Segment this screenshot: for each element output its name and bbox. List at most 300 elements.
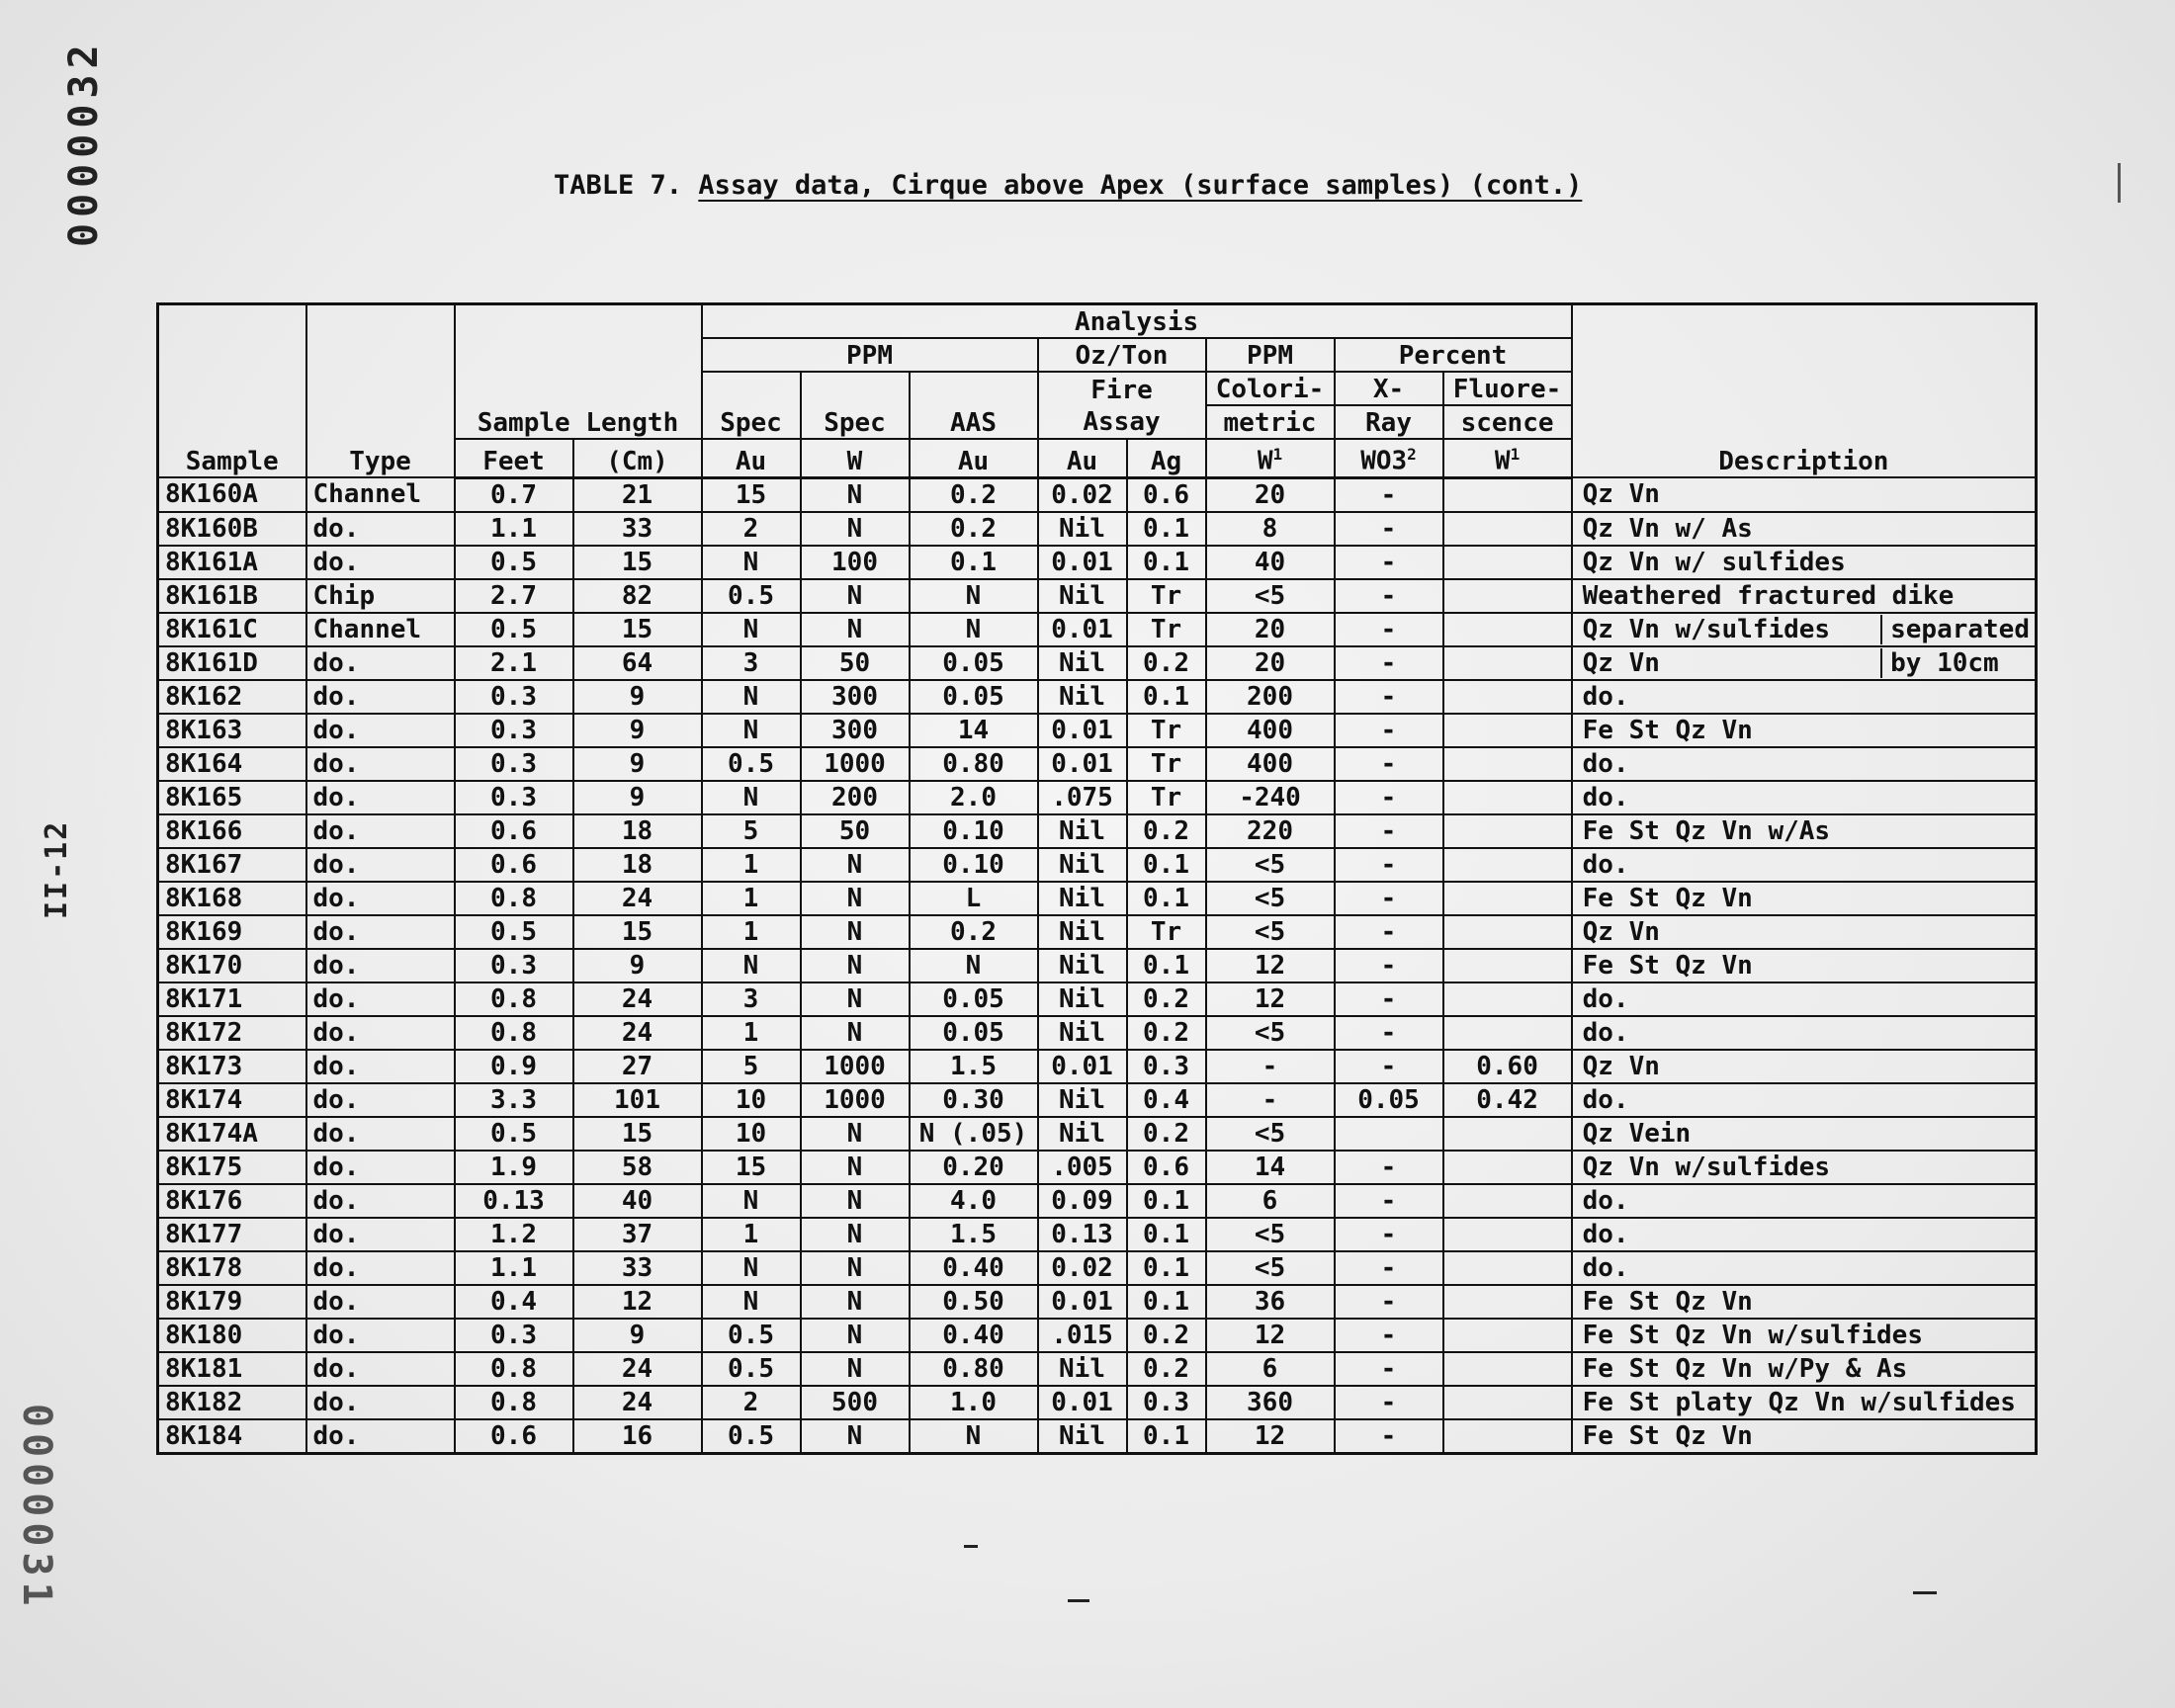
cell-aas-au: 0.10 [910, 814, 1038, 848]
description-text: Qz Vn [1582, 647, 1660, 678]
cell-aas-au: N [910, 579, 1038, 613]
cell-spec-au: 0.5 [702, 747, 801, 781]
header-fluor-2: scence [1443, 405, 1572, 439]
cell-aas-au: 0.05 [910, 646, 1038, 680]
scan-mark [1068, 1599, 1089, 1602]
cell-sample: 8K182 [158, 1386, 306, 1419]
cell-colori: <5 [1206, 579, 1335, 613]
cell-colori: 12 [1206, 1319, 1335, 1352]
cell-colori: <5 [1206, 1218, 1335, 1251]
cell-xray: - [1335, 1285, 1443, 1319]
cell-fa-au: Nil [1038, 882, 1127, 915]
cell-type: do. [306, 512, 455, 546]
cell-feet: 0.5 [455, 546, 573, 579]
cell-spec-w: 50 [801, 814, 910, 848]
header-colorimetric-w [1206, 439, 1335, 477]
cell-type: do. [306, 882, 455, 915]
cell-cm: 24 [573, 1352, 702, 1386]
cell-spec-w: N [801, 579, 910, 613]
cell-spec-w: N [801, 1016, 910, 1050]
description-text: do. [1582, 1017, 1629, 1048]
cell-spec-au: 10 [702, 1083, 801, 1117]
cell-fluor [1443, 1319, 1572, 1352]
cell-feet: 0.8 [455, 882, 573, 915]
header-oz-ton: Oz/Ton [1038, 338, 1206, 372]
cell-sample: 8K175 [158, 1151, 306, 1184]
header-xray-2: Ray [1335, 405, 1443, 439]
cell-type: do. [306, 1050, 455, 1083]
cell-colori: 12 [1206, 949, 1335, 982]
cell-feet: 0.9 [455, 1050, 573, 1083]
cell-description [1572, 1251, 2037, 1285]
cell-fa-ag: 0.4 [1127, 1083, 1206, 1117]
cell-fluor [1443, 1419, 1572, 1454]
cell-aas-au: 0.1 [910, 546, 1038, 579]
cell-feet: 0.8 [455, 982, 573, 1016]
cell-cm: 27 [573, 1050, 702, 1083]
cell-fa-ag: 0.3 [1127, 1386, 1206, 1419]
cell-fa-au: Nil [1038, 579, 1127, 613]
cell-fluor [1443, 1184, 1572, 1218]
cell-xray: - [1335, 1050, 1443, 1083]
cell-description [1572, 477, 2037, 512]
cell-colori: 8 [1206, 512, 1335, 546]
cell-fluor [1443, 714, 1572, 747]
cell-fluor [1443, 613, 1572, 646]
header-fire-ag: Ag [1127, 439, 1206, 477]
cell-colori: 200 [1206, 680, 1335, 714]
table-row [158, 1151, 2037, 1184]
cell-fa-ag: 0.3 [1127, 1050, 1206, 1083]
header-aas-au: Au [910, 439, 1038, 477]
cell-spec-au: 1 [702, 882, 801, 915]
cell-type: do. [306, 1117, 455, 1151]
cell-aas-au: 0.2 [910, 512, 1038, 546]
cell-description [1572, 1117, 2037, 1151]
cell-colori: -240 [1206, 781, 1335, 814]
cell-feet: 0.5 [455, 613, 573, 646]
description-text: Fe St Qz Vn [1582, 1286, 1753, 1317]
cell-spec-w: N [801, 848, 910, 882]
description-text: do. [1582, 1219, 1629, 1249]
cell-sample: 8K174A [158, 1117, 306, 1151]
cell-spec-au: 5 [702, 814, 801, 848]
table-row [158, 1352, 2037, 1386]
cell-xray: - [1335, 512, 1443, 546]
cell-fluor [1443, 1251, 1572, 1285]
cell-xray: - [1335, 613, 1443, 646]
header-xray-wo3 [1335, 439, 1443, 477]
cell-spec-au: 0.5 [702, 1419, 801, 1454]
description-text: do. [1582, 782, 1629, 812]
cell-colori: - [1206, 1083, 1335, 1117]
cell-spec-w: N [801, 1251, 910, 1285]
header-cm: (Cm) [573, 439, 702, 477]
cell-fa-au: 0.13 [1038, 1218, 1127, 1251]
cell-cm: 18 [573, 848, 702, 882]
cell-aas-au: 0.2 [910, 915, 1038, 949]
cell-cm: 9 [573, 949, 702, 982]
cell-sample: 8K162 [158, 680, 306, 714]
cell-spec-w: N [801, 613, 910, 646]
cell-spec-w: 1000 [801, 1083, 910, 1117]
cell-sample: 8K172 [158, 1016, 306, 1050]
cell-xray: - [1335, 915, 1443, 949]
header-spec-au-top: Spec [702, 372, 801, 439]
cell-aas-au: 0.80 [910, 1352, 1038, 1386]
cell-spec-w: 1000 [801, 747, 910, 781]
cell-aas-au: 0.2 [910, 477, 1038, 512]
table-row [158, 680, 2037, 714]
cell-cm: 37 [573, 1218, 702, 1251]
cell-sample: 8K169 [158, 915, 306, 949]
cell-cm: 58 [573, 1151, 702, 1184]
cell-xray: - [1335, 680, 1443, 714]
cell-description [1572, 882, 2037, 915]
cell-spec-au: N [702, 714, 801, 747]
table-row [158, 982, 2037, 1016]
cell-sample: 8K174 [158, 1083, 306, 1117]
description-text: do. [1582, 983, 1629, 1014]
cell-type: do. [306, 1386, 455, 1419]
header-colorimetric-2: metric [1206, 405, 1335, 439]
header-ppm-colorimetric: PPM [1206, 338, 1335, 372]
table-row [158, 1285, 2037, 1319]
cell-xray: - [1335, 949, 1443, 982]
cell-description [1572, 915, 2037, 949]
table-row [158, 1117, 2037, 1151]
cell-fa-au: 0.01 [1038, 1386, 1127, 1419]
cell-sample: 8K166 [158, 814, 306, 848]
cell-spec-w: 1000 [801, 1050, 910, 1083]
table-row [158, 579, 2037, 613]
description-text: Fe St Qz Vn w/Py & As [1582, 1353, 1908, 1384]
cell-fluor [1443, 646, 1572, 680]
cell-colori: <5 [1206, 882, 1335, 915]
cell-feet: 2.1 [455, 646, 573, 680]
description-text: do. [1582, 681, 1629, 712]
header-fire-assay: Fire Assay [1038, 372, 1206, 439]
cell-cm: 15 [573, 613, 702, 646]
header-colorimetric-w-text: W [1257, 446, 1273, 476]
cell-feet: 0.7 [455, 477, 573, 512]
cell-fluor: 0.42 [1443, 1083, 1572, 1117]
cell-spec-au: N [702, 680, 801, 714]
cell-feet: 0.8 [455, 1016, 573, 1050]
cell-cm: 15 [573, 546, 702, 579]
cell-fa-au: Nil [1038, 1083, 1127, 1117]
cell-colori: 360 [1206, 1386, 1335, 1419]
cell-fa-ag: 0.2 [1127, 1016, 1206, 1050]
cell-description [1572, 949, 2037, 982]
cell-spec-au: 2 [702, 1386, 801, 1419]
cell-description [1572, 1285, 2037, 1319]
header-spec-w-top: Spec [801, 372, 910, 439]
cell-feet: 0.8 [455, 1386, 573, 1419]
cell-type: do. [306, 1184, 455, 1218]
cell-sample: 8K161D [158, 646, 306, 680]
cell-colori: <5 [1206, 1117, 1335, 1151]
cell-fa-ag: 0.6 [1127, 1151, 1206, 1184]
header-percent: Percent [1335, 338, 1572, 372]
cell-fa-ag: 0.1 [1127, 1218, 1206, 1251]
cell-colori: 12 [1206, 1419, 1335, 1454]
cell-feet: 1.1 [455, 512, 573, 546]
table-body [158, 477, 2037, 1453]
header-sample: Sample [158, 304, 306, 478]
cell-colori: 20 [1206, 646, 1335, 680]
footnote-marker: 2 [1407, 445, 1417, 464]
table-row [158, 1319, 2037, 1352]
cell-sample: 8K161A [158, 546, 306, 579]
cell-type: Channel [306, 613, 455, 646]
cell-aas-au: 14 [910, 714, 1038, 747]
table-row [158, 882, 2037, 915]
cell-feet: 2.7 [455, 579, 573, 613]
cell-colori: 12 [1206, 982, 1335, 1016]
cell-fa-ag: 0.2 [1127, 814, 1206, 848]
cell-fa-au: 0.01 [1038, 546, 1127, 579]
cell-aas-au: 1.0 [910, 1386, 1038, 1419]
table-row [158, 915, 2037, 949]
cell-xray: - [1335, 781, 1443, 814]
cell-fluor [1443, 1285, 1572, 1319]
header-feet: Feet [455, 439, 573, 477]
cell-spec-w: N [801, 1352, 910, 1386]
cell-type: do. [306, 949, 455, 982]
cell-spec-w: 300 [801, 714, 910, 747]
cell-description [1572, 814, 2037, 848]
cell-feet: 0.6 [455, 1419, 573, 1454]
header-analysis: Analysis [702, 304, 1572, 339]
cell-cm: 24 [573, 882, 702, 915]
cell-feet: 3.3 [455, 1083, 573, 1117]
cell-cm: 9 [573, 714, 702, 747]
description-text: do. [1582, 1084, 1629, 1115]
cell-aas-au: 2.0 [910, 781, 1038, 814]
cell-description [1572, 714, 2037, 747]
cell-cm: 9 [573, 680, 702, 714]
cell-feet: 0.3 [455, 781, 573, 814]
cell-colori: 20 [1206, 477, 1335, 512]
cell-fa-ag: 0.1 [1127, 882, 1206, 915]
cell-colori: 6 [1206, 1184, 1335, 1218]
description-text: Fe St platy Qz Vn w/sulfides [1582, 1387, 2016, 1417]
cell-aas-au: 0.20 [910, 1151, 1038, 1184]
cell-aas-au: 1.5 [910, 1050, 1038, 1083]
cell-feet: 0.8 [455, 1352, 573, 1386]
cell-spec-w: N [801, 1184, 910, 1218]
document-number-faint: 0000031 [14, 1404, 59, 1612]
cell-xray: - [1335, 1184, 1443, 1218]
cell-fa-ag: 0.2 [1127, 1319, 1206, 1352]
cell-fluor [1443, 1218, 1572, 1251]
cell-feet: 0.3 [455, 680, 573, 714]
cell-sample: 8K184 [158, 1419, 306, 1454]
description-text: Fe St Qz Vn w/As [1582, 815, 1831, 846]
cell-fa-au: 0.01 [1038, 747, 1127, 781]
cell-aas-au: 0.05 [910, 982, 1038, 1016]
table-row [158, 1083, 2037, 1117]
cell-sample: 8K181 [158, 1352, 306, 1386]
cell-spec-w: N [801, 982, 910, 1016]
cell-fa-ag: 0.1 [1127, 848, 1206, 882]
cell-description [1572, 1319, 2037, 1352]
cell-cm: 9 [573, 1319, 702, 1352]
header-fluor-w [1443, 439, 1572, 477]
table-row [158, 747, 2037, 781]
cell-fluor [1443, 1352, 1572, 1386]
cell-fluor [1443, 579, 1572, 613]
cell-fa-ag: 0.2 [1127, 1117, 1206, 1151]
cell-sample: 8K180 [158, 1319, 306, 1352]
cell-type: do. [306, 1151, 455, 1184]
cell-cm: 64 [573, 646, 702, 680]
cell-xray: - [1335, 1352, 1443, 1386]
cell-description [1572, 579, 2037, 613]
cell-fa-au: Nil [1038, 1016, 1127, 1050]
cell-spec-w: N [801, 949, 910, 982]
cell-feet: 0.3 [455, 714, 573, 747]
cell-feet: 0.13 [455, 1184, 573, 1218]
header-description: Description [1572, 304, 2037, 478]
cell-fa-ag: Tr [1127, 579, 1206, 613]
cell-xray: - [1335, 1319, 1443, 1352]
cell-description [1572, 848, 2037, 882]
cell-fluor [1443, 680, 1572, 714]
cell-aas-au: 0.50 [910, 1285, 1038, 1319]
cell-description [1572, 982, 2037, 1016]
header-xray-wo3-text: WO3 [1360, 446, 1408, 476]
cell-sample: 8K167 [158, 848, 306, 882]
cell-sample: 8K164 [158, 747, 306, 781]
cell-feet: 0.3 [455, 1319, 573, 1352]
cell-aas-au: 0.30 [910, 1083, 1038, 1117]
header-spec-w: W [801, 439, 910, 477]
cell-xray: - [1335, 579, 1443, 613]
cell-aas-au: 0.40 [910, 1319, 1038, 1352]
cell-fluor [1443, 949, 1572, 982]
cell-spec-w: N [801, 1151, 910, 1184]
cell-feet: 0.6 [455, 814, 573, 848]
cell-spec-au: 15 [702, 477, 801, 512]
cell-fa-au: Nil [1038, 915, 1127, 949]
cell-fluor [1443, 848, 1572, 882]
cell-type: do. [306, 814, 455, 848]
description-text: Qz Vn w/sulfides [1582, 614, 1831, 644]
cell-type: do. [306, 1251, 455, 1285]
cell-sample: 8K178 [158, 1251, 306, 1285]
cell-type: Chip [306, 579, 455, 613]
cell-description [1572, 1218, 2037, 1251]
cell-xray [1335, 1117, 1443, 1151]
cell-cm: 33 [573, 1251, 702, 1285]
cell-spec-w: N [801, 1285, 910, 1319]
cell-spec-au: N [702, 613, 801, 646]
cell-fa-au: Nil [1038, 949, 1127, 982]
description-text: Qz Vn w/ As [1582, 513, 1753, 544]
cell-description [1572, 781, 2037, 814]
cell-fa-au: Nil [1038, 512, 1127, 546]
header-type: Type [306, 304, 455, 478]
cell-spec-au: 1 [702, 915, 801, 949]
cell-sample: 8K176 [158, 1184, 306, 1218]
cell-fa-au: .005 [1038, 1151, 1127, 1184]
cell-spec-w: 300 [801, 680, 910, 714]
cell-spec-au: 15 [702, 1151, 801, 1184]
cell-type: do. [306, 915, 455, 949]
description-text: Fe St Qz Vn [1582, 1420, 1753, 1451]
table-header [158, 304, 2037, 478]
cell-xray: - [1335, 848, 1443, 882]
cell-type: do. [306, 1016, 455, 1050]
cell-feet: 1.9 [455, 1151, 573, 1184]
table-row [158, 477, 2037, 512]
cell-feet: 0.5 [455, 1117, 573, 1151]
cell-fa-au: Nil [1038, 1352, 1127, 1386]
cell-xray: - [1335, 546, 1443, 579]
cell-fa-ag: 0.1 [1127, 1419, 1206, 1454]
scan-mark [964, 1545, 978, 1548]
cell-fluor [1443, 477, 1572, 512]
cell-xray: - [1335, 1218, 1443, 1251]
cell-fluor [1443, 1117, 1572, 1151]
description-text: Qz Vn w/sulfides [1582, 1152, 1831, 1182]
cell-fa-au: Nil [1038, 982, 1127, 1016]
cell-fa-ag: 0.1 [1127, 512, 1206, 546]
cell-type: do. [306, 1285, 455, 1319]
scan-mark [1913, 1591, 1937, 1594]
cell-fa-ag: Tr [1127, 781, 1206, 814]
cell-fa-au: .075 [1038, 781, 1127, 814]
cell-sample: 8K168 [158, 882, 306, 915]
cell-fa-ag: Tr [1127, 915, 1206, 949]
header-ppm: PPM [702, 338, 1038, 372]
cell-fluor [1443, 882, 1572, 915]
cell-sample: 8K161C [158, 613, 306, 646]
cell-fa-ag: Tr [1127, 747, 1206, 781]
table-title-label: TABLE 7. [554, 170, 683, 201]
cell-fa-au: Nil [1038, 1419, 1127, 1454]
cell-fa-ag: Tr [1127, 714, 1206, 747]
cell-fluor [1443, 1151, 1572, 1184]
header-aas-top: AAS [910, 372, 1038, 439]
cell-spec-au: N [702, 949, 801, 982]
cell-fa-au: 0.01 [1038, 613, 1127, 646]
cell-cm: 24 [573, 1016, 702, 1050]
cell-colori: <5 [1206, 915, 1335, 949]
cell-type: do. [306, 982, 455, 1016]
cell-colori: 14 [1206, 1151, 1335, 1184]
cell-xray: - [1335, 814, 1443, 848]
cell-fluor [1443, 915, 1572, 949]
header-colorimetric-1: Colori- [1206, 372, 1335, 405]
cell-type: Channel [306, 477, 455, 512]
cell-spec-au: 2 [702, 512, 801, 546]
cell-fa-ag: 0.2 [1127, 982, 1206, 1016]
cell-fa-au: Nil [1038, 646, 1127, 680]
cell-fa-au: Nil [1038, 848, 1127, 882]
cell-xray: - [1335, 714, 1443, 747]
cell-colori: 40 [1206, 546, 1335, 579]
cell-spec-au: 1 [702, 1218, 801, 1251]
table-row [158, 546, 2037, 579]
cell-xray: - [1335, 1251, 1443, 1285]
cell-spec-w: 50 [801, 646, 910, 680]
cell-sample: 8K173 [158, 1050, 306, 1083]
cell-cm: 24 [573, 982, 702, 1016]
cell-description [1572, 613, 2037, 646]
